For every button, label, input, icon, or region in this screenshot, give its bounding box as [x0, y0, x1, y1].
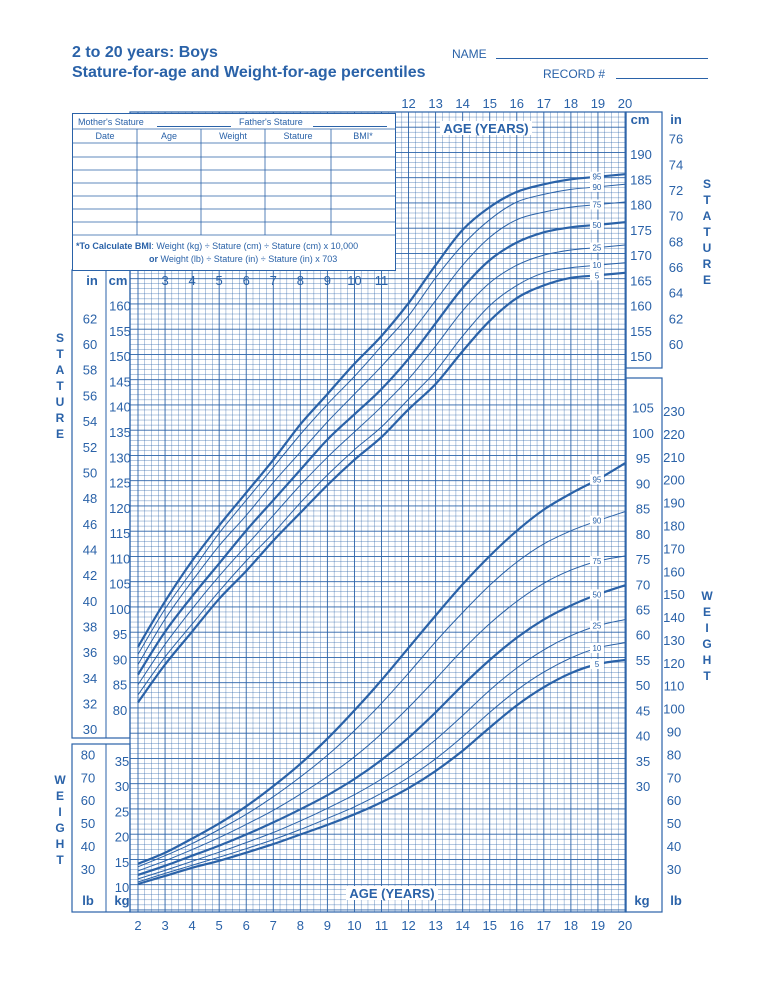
stature-in-tick: 34 [82, 670, 98, 686]
weight-label-p90: 90 [592, 516, 602, 526]
x-tick-bottom: 9 [323, 918, 332, 933]
bmi-note-line2 [149, 254, 337, 264]
x-tick-bottom: 4 [188, 918, 196, 933]
col-date: Date [95, 131, 115, 141]
stature-label-p75: 75 [592, 200, 602, 210]
weight-kg-tick-right: 55 [635, 652, 651, 668]
x-tick-bottom: 19 [590, 918, 606, 933]
stature-in-tick: 38 [82, 619, 98, 635]
weight-lb-tick-right: 220 [663, 426, 685, 442]
stature-cm-tick: 110 [109, 551, 131, 567]
stature-in-tick-right: 68 [668, 234, 684, 250]
stature-cm-tick-right: 170 [630, 248, 652, 264]
x-tick-top: 13 [428, 96, 443, 111]
x-tick-top: 20 [617, 96, 633, 111]
x-tick-mid: 9 [323, 273, 332, 288]
weight-lb-tick-right: 190 [663, 495, 685, 511]
weight-lb-tick-right: 90 [666, 724, 682, 740]
unit-kg-right: kg [634, 893, 650, 908]
x-tick-bottom: 13 [428, 918, 443, 933]
weight-lb-tick-right: 60 [666, 793, 682, 809]
weight-lb-tick-right: 110 [663, 678, 685, 694]
stature-cm-tick-right: 180 [630, 197, 652, 213]
col-weight: Weight [219, 131, 247, 141]
stature-in-tick-right: 62 [668, 311, 684, 327]
stature-cm-tick-right: 150 [630, 349, 652, 365]
weight-lb-tick-right: 80 [666, 747, 682, 763]
stature-label-p25: 25 [592, 243, 602, 253]
stature-in-tick-right: 64 [668, 285, 684, 301]
weight-lb-tick-right: 160 [663, 564, 685, 580]
bmi-note-or: or [149, 254, 158, 264]
stature-cm-tick: 100 [109, 601, 131, 617]
stature-in-tick: 60 [82, 337, 98, 353]
stature-in-tick: 42 [82, 568, 98, 584]
weight-lb-tick: 80 [80, 747, 96, 763]
record-label: RECORD # [543, 67, 606, 81]
x-tick-mid: 10 [347, 273, 362, 288]
x-tick-bottom: 3 [161, 918, 169, 933]
stature-label-p5: 5 [594, 271, 600, 281]
stature-in-tick-right: 76 [668, 131, 684, 147]
stature-in-tick: 36 [82, 645, 98, 661]
stature-cm-tick-right: 155 [630, 323, 652, 339]
stature-in-tick: 58 [82, 362, 98, 378]
stature-in-tick-right: 72 [668, 182, 684, 198]
stature-in-tick: 44 [82, 542, 98, 558]
bmi-note-line1 [76, 241, 358, 251]
fathers-stature-label: Father's Stature [239, 117, 303, 127]
weight-lb-tick: 50 [80, 816, 96, 832]
weight-kg-tick-right: 45 [635, 703, 651, 719]
x-axis-label-top: AGE (YEARS) [443, 121, 529, 136]
stature-cm-tick-right: 190 [630, 147, 652, 162]
weight-kg-tick-right: 85 [635, 501, 651, 517]
stature-in-tick-right: 60 [668, 337, 684, 353]
stature-cm-tick: 85 [112, 677, 128, 693]
weight-left-label: W E I G H T [54, 773, 66, 867]
x-tick-top: 14 [455, 96, 470, 111]
stature-in-tick: 54 [82, 414, 98, 430]
x-tick-top: 19 [590, 96, 606, 111]
stature-cm-tick: 105 [109, 576, 131, 592]
mothers-stature-label: Mother's Stature [78, 117, 144, 127]
bmi-note-text: : Weight (kg) ÷ Stature (cm) ÷ Stature (cm) x 10,000 [151, 241, 359, 251]
stature-cm-tick: 80 [112, 703, 128, 718]
stature-cm-tick: 120 [109, 500, 131, 516]
col-age: Age [160, 131, 177, 141]
weight-lb-tick-right: 140 [663, 610, 685, 626]
weight-kg-tick-right: 90 [635, 476, 651, 492]
unit-in-right: in [670, 112, 682, 127]
stature-cm-tick-right: 175 [630, 222, 652, 238]
stature-cm-tick-right: 185 [630, 172, 652, 188]
x-tick-mid: 11 [374, 273, 389, 288]
x-tick-top: 12 [401, 96, 416, 111]
x-tick-bottom: 8 [296, 918, 304, 933]
weight-kg-tick-right: 75 [635, 552, 651, 568]
stature-in-tick: 30 [82, 722, 98, 738]
unit-kg-left: kg [114, 893, 130, 908]
stature-in-tick: 46 [82, 516, 98, 532]
weight-kg-tick-right: 70 [635, 577, 651, 593]
x-tick-bottom: 10 [347, 918, 362, 933]
x-tick-mid: 4 [188, 273, 196, 288]
stature-in-tick: 56 [82, 388, 98, 404]
weight-right-label: W E I G H T [701, 589, 713, 683]
stature-label-p50: 50 [592, 220, 602, 230]
weight-kg-tick-right: 35 [635, 753, 651, 769]
weight-label-p5: 5 [594, 659, 600, 669]
stature-in-tick: 40 [82, 593, 98, 609]
x-tick-bottom: 12 [401, 918, 416, 933]
weight-lb-tick-right: 130 [663, 632, 685, 648]
x-tick-top: 16 [509, 96, 525, 111]
weight-lb-tick-right: 180 [663, 518, 685, 534]
weight-kg-tick: 20 [114, 829, 130, 845]
stature-in-tick: 48 [82, 491, 98, 507]
stature-cm-tick: 90 [112, 652, 128, 668]
stature-label-p95: 95 [592, 172, 602, 182]
stature-cm-tick: 145 [109, 374, 131, 390]
weight-lb-tick-right: 150 [663, 587, 685, 603]
weight-kg-tick: 35 [114, 753, 130, 769]
stature-cm-tick: 135 [109, 425, 131, 440]
unit-lb-left: lb [82, 893, 94, 908]
bmi-note-bold: *To Calculate BMI [76, 241, 152, 251]
weight-kg-tick-right: 30 [635, 779, 651, 795]
weight-lb-tick-right: 230 [663, 404, 685, 420]
stature-cm-tick: 155 [109, 323, 131, 339]
weight-lb-tick-right: 30 [666, 861, 682, 877]
stature-in-tick-right: 66 [668, 260, 684, 276]
unit-in-left: in [86, 273, 98, 288]
x-tick-bottom: 5 [215, 918, 223, 933]
x-tick-top: 18 [563, 96, 579, 111]
weight-lb-tick-right: 210 [663, 449, 685, 465]
weight-lb-tick-right: 100 [663, 701, 685, 717]
x-tick-bottom: 14 [455, 918, 470, 933]
x-tick-bottom: 7 [269, 918, 277, 933]
x-tick-bottom: 15 [482, 918, 497, 933]
weight-label-p50: 50 [592, 590, 602, 600]
x-axis-label-bottom: AGE (YEARS) [349, 886, 435, 901]
chart-title-line2: Stature-for-age and Weight-for-age percentiles [72, 64, 426, 81]
weight-lb-tick-right: 50 [666, 816, 682, 832]
weight-kg-tick: 10 [114, 880, 130, 895]
weight-kg-tick-right: 80 [635, 526, 651, 542]
x-tick-bottom: 2 [134, 918, 142, 933]
stature-cm-tick: 160 [109, 298, 131, 314]
stature-cm-tick-right: 160 [630, 298, 652, 314]
weight-kg-tick-right: 40 [635, 728, 651, 744]
weight-label-p75: 75 [592, 557, 602, 567]
weight-label-p25: 25 [592, 621, 602, 631]
x-tick-mid: 5 [215, 273, 223, 288]
stature-in-tick-right: 70 [668, 208, 684, 224]
weight-label-p95: 95 [592, 475, 602, 485]
weight-lb-tick-right: 40 [666, 838, 682, 854]
stature-in-tick: 50 [82, 465, 98, 481]
stature-cm-tick: 150 [109, 349, 131, 365]
weight-kg-tick-right: 105 [632, 400, 654, 416]
col-bmi: BMI* [353, 131, 373, 141]
weight-kg-tick-right: 65 [635, 602, 651, 618]
weight-kg-tick-right: 50 [635, 678, 651, 694]
x-tick-mid: 3 [161, 273, 169, 288]
weight-kg-tick: 15 [114, 854, 130, 870]
stature-in-tick: 32 [82, 696, 98, 712]
bmi-note-text2: Weight (lb) ÷ Stature (in) ÷ Stature (in) x 703 [158, 254, 338, 264]
stature-cm-tick: 130 [109, 450, 131, 466]
weight-label-p10: 10 [592, 643, 602, 653]
stature-cm-tick: 140 [109, 399, 131, 415]
x-tick-bottom: 11 [374, 918, 389, 933]
x-tick-bottom: 6 [242, 918, 250, 933]
weight-kg-tick-right: 95 [635, 451, 651, 467]
x-tick-mid: 8 [296, 273, 304, 288]
weight-lb-tick: 40 [80, 838, 96, 854]
stature-right-label: S T A T U R E [702, 177, 712, 287]
stature-cm-tick: 95 [112, 627, 128, 643]
stature-left-label: S T A T U R E [55, 331, 65, 441]
x-tick-bottom: 17 [536, 918, 552, 933]
weight-lb-tick: 60 [80, 793, 96, 809]
col-stature: Stature [283, 131, 313, 141]
stature-in-tick-right: 74 [668, 157, 684, 173]
weight-kg-tick: 25 [114, 804, 130, 820]
x-tick-bottom: 16 [509, 918, 525, 933]
weight-lb-tick-right: 120 [663, 655, 685, 671]
unit-cm-left: cm [108, 273, 128, 288]
weight-lb-tick: 70 [80, 770, 96, 786]
stature-cm-tick: 125 [109, 475, 131, 491]
stature-in-tick: 52 [82, 439, 98, 455]
unit-lb-right: lb [670, 893, 682, 908]
x-tick-bottom: 18 [563, 918, 579, 933]
stature-in-tick: 62 [82, 311, 98, 327]
stature-label-p10: 10 [592, 261, 602, 271]
weight-lb-tick-right: 170 [663, 541, 685, 557]
x-tick-bottom: 20 [617, 918, 633, 933]
weight-lb-tick: 30 [80, 861, 96, 877]
x-tick-top: 17 [536, 96, 552, 111]
name-label: NAME [452, 47, 487, 61]
chart-title-line1: 2 to 20 years: Boys [72, 44, 218, 61]
weight-lb-tick-right: 200 [663, 472, 685, 488]
weight-kg-tick: 30 [114, 779, 130, 795]
stature-label-p90: 90 [592, 182, 602, 192]
stature-cm-tick: 115 [109, 526, 131, 542]
stature-cm-tick-right: 165 [630, 273, 652, 289]
x-tick-mid: 6 [242, 273, 250, 288]
weight-kg-tick-right: 60 [635, 627, 651, 643]
weight-kg-tick-right: 100 [632, 425, 654, 441]
measurement-table [72, 113, 396, 271]
unit-cm-right: cm [630, 112, 650, 127]
x-tick-top: 15 [482, 96, 497, 111]
x-tick-mid: 7 [269, 273, 277, 288]
weight-lb-tick-right: 70 [666, 770, 682, 786]
